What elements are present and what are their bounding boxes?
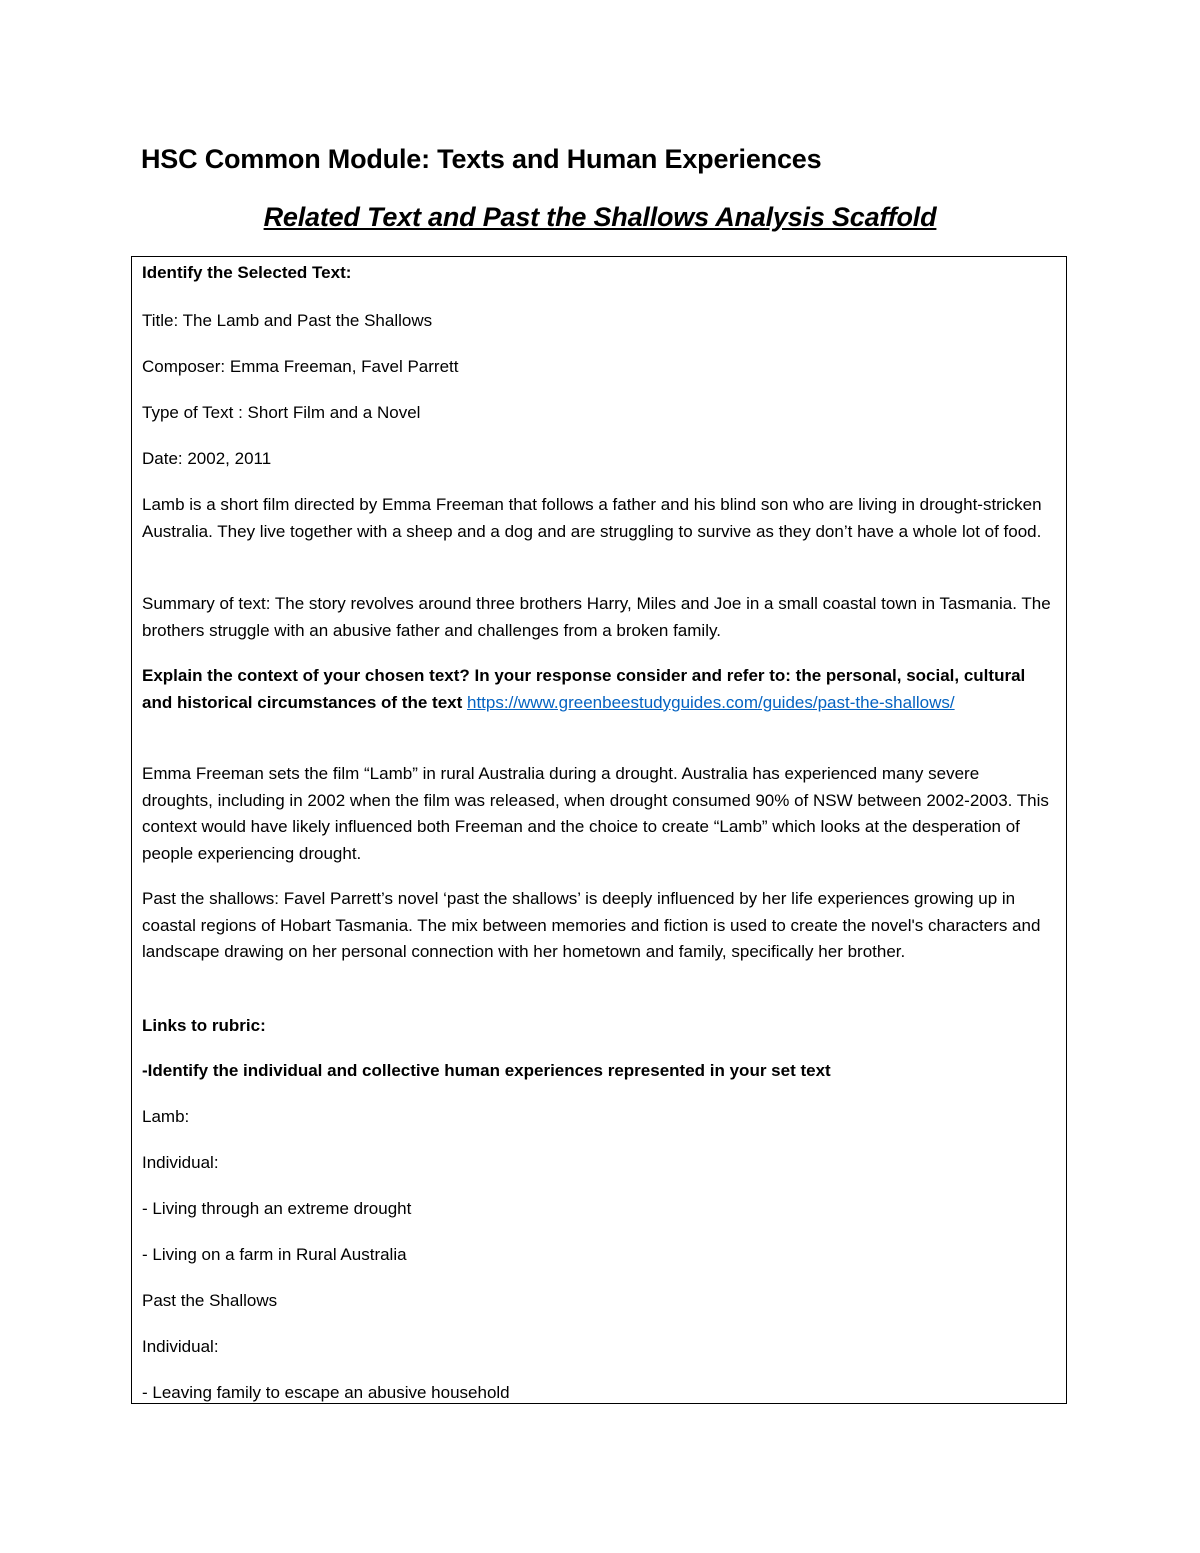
composer-line: Composer: Emma Freeman, Favel Parrett xyxy=(142,357,459,376)
list-item: - Leaving family to escape an abusive household xyxy=(142,1383,510,1402)
date-line: Date: 2002, 2011 xyxy=(142,449,272,468)
lamb-context: Emma Freeman sets the film “Lamb” in rural Australia during a drought. Australia has experienced many severe droughts, including in 2002 when the film was released, when drought consumed 90% of NSW between 2002-2003. This context would have likely influenced both Freeman and the choice to create “Lamb” which looks at the desperation of people experiencing drought. xyxy=(142,764,1049,863)
context-question-text: Explain the context of your chosen text? In your response consider and refer to: the personal, social, cultural and historical circumstances of the text xyxy=(142,666,1026,712)
summary-of-text: Summary of text: The story revolves around three brothers Harry, Miles and Joe in a small coastal town in Tasmania. The brothers struggle with an abusive father and challenges from a broken family. xyxy=(142,594,1051,640)
scaffold-table-cell xyxy=(131,256,1067,1404)
rubric-heading: Links to rubric: xyxy=(142,1016,266,1035)
type-line: Type of Text : Short Film and a Novel xyxy=(142,403,421,422)
list-item: - Living through an extreme drought xyxy=(142,1199,412,1218)
rubric-question: -Identify the individual and collective human experiences represented in your set text xyxy=(142,1061,831,1080)
lamb-label: Lamb: xyxy=(142,1107,190,1126)
title-line: Title: The Lamb and Past the Shallows xyxy=(142,311,433,330)
page-subtitle: Related Text and Past the Shallows Analysis Scaffold xyxy=(263,202,937,232)
lamb-individual-label: Individual: xyxy=(142,1153,219,1172)
study-guide-link[interactable]: https://www.greenbeestudyguides.com/guides/past-the-shallows/ xyxy=(467,692,955,712)
page-title: HSC Common Module: Texts and Human Experiences xyxy=(141,144,822,174)
shallows-individual-label: Individual: xyxy=(142,1337,219,1356)
lamb-summary: Lamb is a short film directed by Emma Freeman that follows a father and his blind son who are living in drought-stricken Australia. They live together with a sheep and a dog and are struggling to survive as they don’t have a whole lot of food. xyxy=(142,495,1042,541)
context-question xyxy=(142,663,1054,716)
list-item: - Living on a farm in Rural Australia xyxy=(142,1245,407,1264)
shallows-label: Past the Shallows xyxy=(142,1291,278,1310)
identify-heading: Identify the Selected Text: xyxy=(142,263,352,282)
shallows-context: Past the shallows: Favel Parrett’s novel ‘past the shallows’ is deeply influenced by her life experiences growing up in coastal regions of Hobart Tasmania. The mix between memories and fiction is used to create the novel's characters and landscape drawing on her personal connection with her hometown and family, specifically her brother. xyxy=(142,889,1041,961)
